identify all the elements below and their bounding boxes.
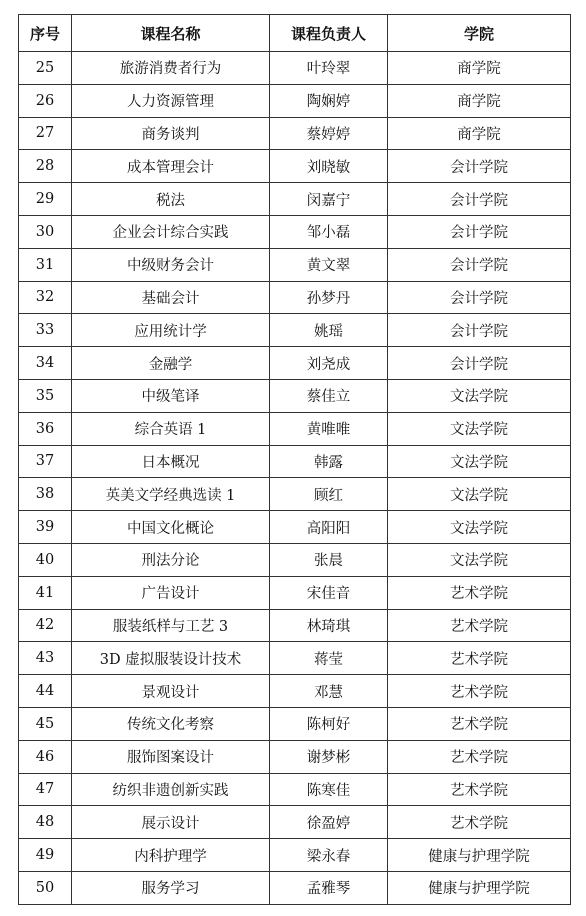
cell-course-owner: 高阳阳 <box>270 511 388 544</box>
cell-course-name: 服装纸样与工艺 3 <box>72 609 270 642</box>
table-row <box>19 478 571 511</box>
cell-serial-number: 40 <box>19 543 72 576</box>
cell-serial-number: 28 <box>19 150 72 183</box>
table-row <box>19 445 571 478</box>
cell-serial-number: 30 <box>19 215 72 248</box>
cell-college: 健康与护理学院 <box>388 839 571 872</box>
cell-course-name: 日本概况 <box>72 445 270 478</box>
cell-course-name: 展示设计 <box>72 806 270 839</box>
cell-serial-number: 46 <box>19 740 72 773</box>
table-body <box>19 52 571 905</box>
cell-course-owner: 陶娴婷 <box>270 84 388 117</box>
cell-course-owner: 梁永春 <box>270 839 388 872</box>
table-row <box>19 412 571 445</box>
table-row <box>19 150 571 183</box>
cell-serial-number: 32 <box>19 281 72 314</box>
cell-serial-number: 36 <box>19 412 72 445</box>
cell-college: 商学院 <box>388 84 571 117</box>
cell-course-owner: 刘尧成 <box>270 347 388 380</box>
table-row <box>19 839 571 872</box>
table-row <box>19 707 571 740</box>
cell-serial-number: 31 <box>19 248 72 281</box>
cell-serial-number: 47 <box>19 773 72 806</box>
cell-course-owner: 黄文翠 <box>270 248 388 281</box>
cell-course-name: 人力资源管理 <box>72 84 270 117</box>
header-course-owner: 课程负责人 <box>270 15 388 52</box>
cell-course-name: 内科护理学 <box>72 839 270 872</box>
table-row <box>19 84 571 117</box>
table-row <box>19 576 571 609</box>
cell-college: 会计学院 <box>388 183 571 216</box>
table-row <box>19 642 571 675</box>
cell-college: 文法学院 <box>388 412 571 445</box>
cell-course-owner: 陈柯好 <box>270 707 388 740</box>
cell-serial-number: 37 <box>19 445 72 478</box>
cell-course-name: 中国文化概论 <box>72 511 270 544</box>
table-row <box>19 740 571 773</box>
cell-college: 文法学院 <box>388 511 571 544</box>
cell-course-owner: 张晨 <box>270 543 388 576</box>
table-row <box>19 675 571 708</box>
cell-course-owner: 谢梦彬 <box>270 740 388 773</box>
cell-serial-number: 34 <box>19 347 72 380</box>
cell-serial-number: 25 <box>19 52 72 85</box>
table-header <box>19 15 571 52</box>
cell-college: 艺术学院 <box>388 707 571 740</box>
cell-course-owner: 蔡佳立 <box>270 379 388 412</box>
cell-college: 会计学院 <box>388 314 571 347</box>
cell-serial-number: 38 <box>19 478 72 511</box>
table-row <box>19 609 571 642</box>
cell-course-owner: 叶玲翠 <box>270 52 388 85</box>
table-row <box>19 215 571 248</box>
cell-course-owner: 孙梦丹 <box>270 281 388 314</box>
cell-college: 文法学院 <box>388 478 571 511</box>
cell-course-name: 刑法分论 <box>72 543 270 576</box>
cell-course-name: 综合英语 1 <box>72 412 270 445</box>
cell-course-name: 商务谈判 <box>72 117 270 150</box>
header-course-name: 课程名称 <box>72 15 270 52</box>
header-college: 学院 <box>388 15 571 52</box>
cell-course-owner: 邹小磊 <box>270 215 388 248</box>
cell-college: 艺术学院 <box>388 740 571 773</box>
table-row <box>19 117 571 150</box>
cell-course-owner: 孟雅琴 <box>270 871 388 904</box>
table-row <box>19 183 571 216</box>
cell-course-owner: 韩露 <box>270 445 388 478</box>
cell-serial-number: 45 <box>19 707 72 740</box>
cell-serial-number: 41 <box>19 576 72 609</box>
cell-college: 文法学院 <box>388 445 571 478</box>
cell-college: 会计学院 <box>388 347 571 380</box>
cell-college: 艺术学院 <box>388 609 571 642</box>
header-row <box>19 15 571 52</box>
cell-college: 会计学院 <box>388 150 571 183</box>
cell-course-name: 旅游消费者行为 <box>72 52 270 85</box>
cell-serial-number: 44 <box>19 675 72 708</box>
table-row <box>19 543 571 576</box>
table-row <box>19 806 571 839</box>
cell-serial-number: 42 <box>19 609 72 642</box>
cell-serial-number: 35 <box>19 379 72 412</box>
table-row <box>19 281 571 314</box>
cell-serial-number: 43 <box>19 642 72 675</box>
course-table <box>18 14 571 905</box>
cell-course-name: 成本管理会计 <box>72 150 270 183</box>
cell-course-name: 金融学 <box>72 347 270 380</box>
cell-college: 文法学院 <box>388 379 571 412</box>
table-row <box>19 871 571 904</box>
cell-college: 会计学院 <box>388 281 571 314</box>
cell-course-owner: 刘晓敏 <box>270 150 388 183</box>
cell-course-owner: 蔡婷婷 <box>270 117 388 150</box>
cell-serial-number: 49 <box>19 839 72 872</box>
cell-course-name: 服饰图案设计 <box>72 740 270 773</box>
cell-course-owner: 闵嘉宁 <box>270 183 388 216</box>
table-row <box>19 773 571 806</box>
cell-course-name: 广告设计 <box>72 576 270 609</box>
cell-serial-number: 39 <box>19 511 72 544</box>
cell-course-name: 中级财务会计 <box>72 248 270 281</box>
cell-college: 健康与护理学院 <box>388 871 571 904</box>
cell-college: 商学院 <box>388 117 571 150</box>
cell-course-owner: 陈寒佳 <box>270 773 388 806</box>
table-row <box>19 52 571 85</box>
cell-course-owner: 姚瑶 <box>270 314 388 347</box>
cell-course-name: 企业会计综合实践 <box>72 215 270 248</box>
cell-course-owner: 黄唯唯 <box>270 412 388 445</box>
cell-serial-number: 48 <box>19 806 72 839</box>
cell-course-name: 应用统计学 <box>72 314 270 347</box>
cell-course-owner: 顾红 <box>270 478 388 511</box>
cell-course-name: 税法 <box>72 183 270 216</box>
cell-serial-number: 50 <box>19 871 72 904</box>
cell-course-owner: 林琦琪 <box>270 609 388 642</box>
table-row <box>19 248 571 281</box>
cell-college: 艺术学院 <box>388 773 571 806</box>
table-row <box>19 511 571 544</box>
cell-course-name: 基础会计 <box>72 281 270 314</box>
cell-course-owner: 蒋莹 <box>270 642 388 675</box>
header-serial-number: 序号 <box>19 15 72 52</box>
table-row <box>19 347 571 380</box>
cell-course-name: 纺织非遗创新实践 <box>72 773 270 806</box>
cell-college: 商学院 <box>388 52 571 85</box>
table-row <box>19 314 571 347</box>
cell-course-name: 3D 虚拟服装设计技术 <box>72 642 270 675</box>
cell-course-name: 景观设计 <box>72 675 270 708</box>
cell-college: 艺术学院 <box>388 675 571 708</box>
cell-course-owner: 徐盈婷 <box>270 806 388 839</box>
cell-serial-number: 29 <box>19 183 72 216</box>
cell-course-name: 服务学习 <box>72 871 270 904</box>
cell-course-name: 传统文化考察 <box>72 707 270 740</box>
table-row <box>19 379 571 412</box>
cell-course-owner: 宋佳音 <box>270 576 388 609</box>
cell-serial-number: 26 <box>19 84 72 117</box>
cell-serial-number: 33 <box>19 314 72 347</box>
cell-college: 会计学院 <box>388 215 571 248</box>
cell-course-owner: 邓慧 <box>270 675 388 708</box>
cell-college: 艺术学院 <box>388 806 571 839</box>
cell-college: 艺术学院 <box>388 642 571 675</box>
cell-course-name: 中级笔译 <box>72 379 270 412</box>
cell-college: 文法学院 <box>388 543 571 576</box>
cell-college: 艺术学院 <box>388 576 571 609</box>
cell-course-name: 英美文学经典选读 1 <box>72 478 270 511</box>
cell-serial-number: 27 <box>19 117 72 150</box>
cell-college: 会计学院 <box>388 248 571 281</box>
